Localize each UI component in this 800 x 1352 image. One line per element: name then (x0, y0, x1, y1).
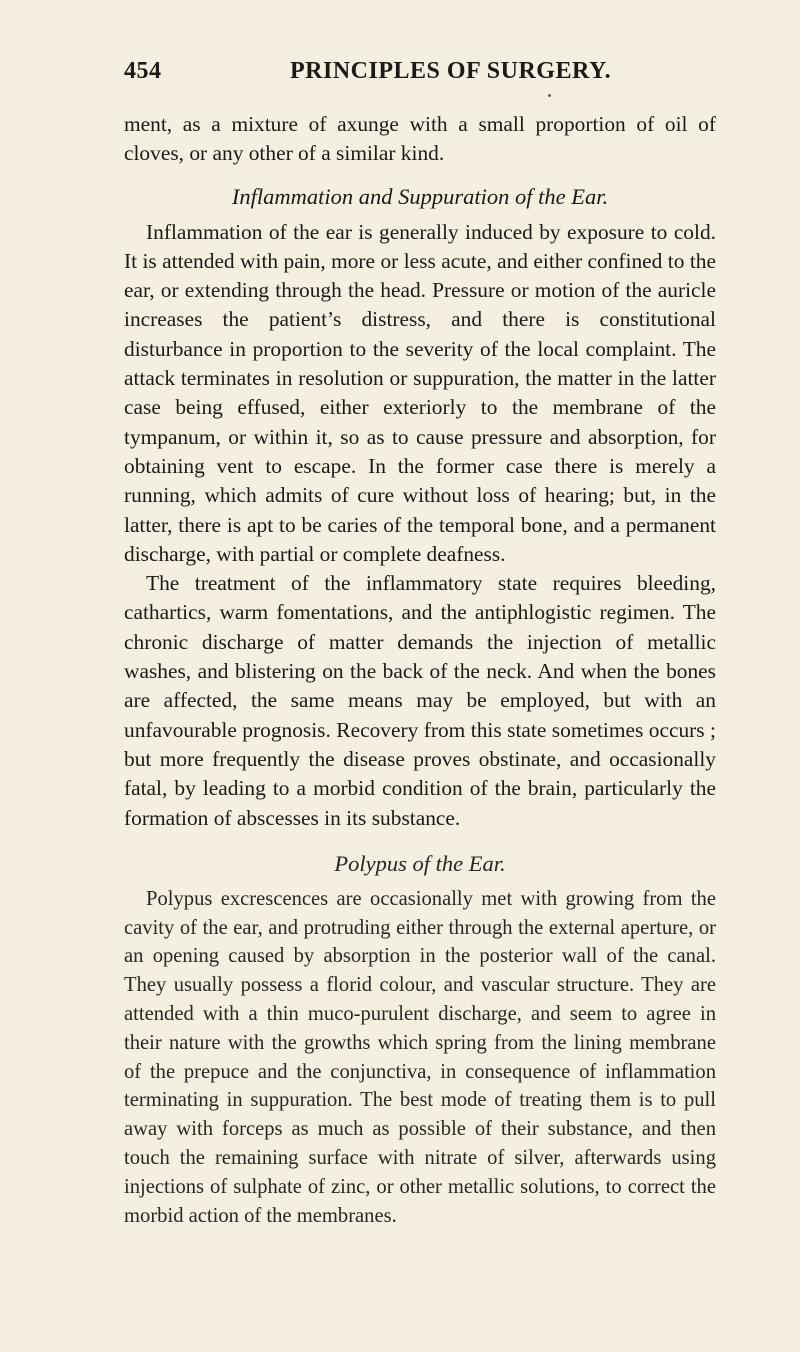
ink-speck (548, 94, 551, 97)
paragraph-inflammation-description: Inflammation of the ear is generally induced by exposure to cold. It is attended with pain, more or less acute, and either confined to the ear, or extending through the head. Pressure or motion of the auricle increases the patient’s distress, and there is constitutional disturbance in proportion to the severity of the local complaint. The attack terminates in resolution or suppuration, the matter in the latter case being effused, either exteriorly to the membrane of the tympanum, or within it, so as to cause pressure and absorption, for obtaining vent to escape. In the former case there is merely a running, which admits of cure without loss of hearing; but, in the latter, there is apt to be caries of the temporal bone, and a permanent discharge, with partial or complete deafness. (124, 219, 716, 566)
running-title: PRINCIPLES OF SURGERY. (290, 58, 612, 84)
polypus-section (124, 849, 716, 1231)
section-heading-inflammation: Inflammation and Suppuration of the Ear. (231, 183, 609, 209)
paragraph-inflammation-treatment: The treatment of the inflammatory state requires bleeding, cathartics, warm fomentations, and the antiphlogistic regimen. The chronic discharge of matter demands the injection of metallic washes, and blistering on the back of the neck. And when the bones are affected, the same means may be employed, but with an unfavourable prognosis. Recovery from this state sometimes occurs ; but more frequently the disease proves obstinate, and occasionally fatal, by leading to a morbid condition of the brain, particularly the formation of abscesses in its substance. (124, 571, 716, 830)
page-number: 454 (124, 58, 162, 84)
running-header (124, 52, 716, 92)
opening-paragraph: ment, as a mixture of axunge with a small proportion of oil of cloves, or any other of a similar kind. (124, 112, 716, 166)
section-heading-polypus: Polypus of the Ear. (334, 850, 506, 876)
paragraph-polypus: Polypus excrescences are occasionally met with growing from the cavity of the ear, and protruding either through the external aperture, or an opening caused by absorption in the posterior wall of the canal. They usually possess a florid colour, and vascular structure. They are attended with a thin muco-purulent discharge, and seem to agree in their nature with the growths which spring from the lining membrane of the prepuce and the conjunctiva, in consequence of inflammation terminating in suppuration. The best mode of treating them is to pull away with forceps as much as possible of their substance, and then touch the remaining surface with nitrate of silver, afterwards using injections of sulphate of zinc, or other metallic solutions, to correct the morbid action of the membranes. (124, 887, 716, 1227)
body-text (124, 110, 716, 1230)
